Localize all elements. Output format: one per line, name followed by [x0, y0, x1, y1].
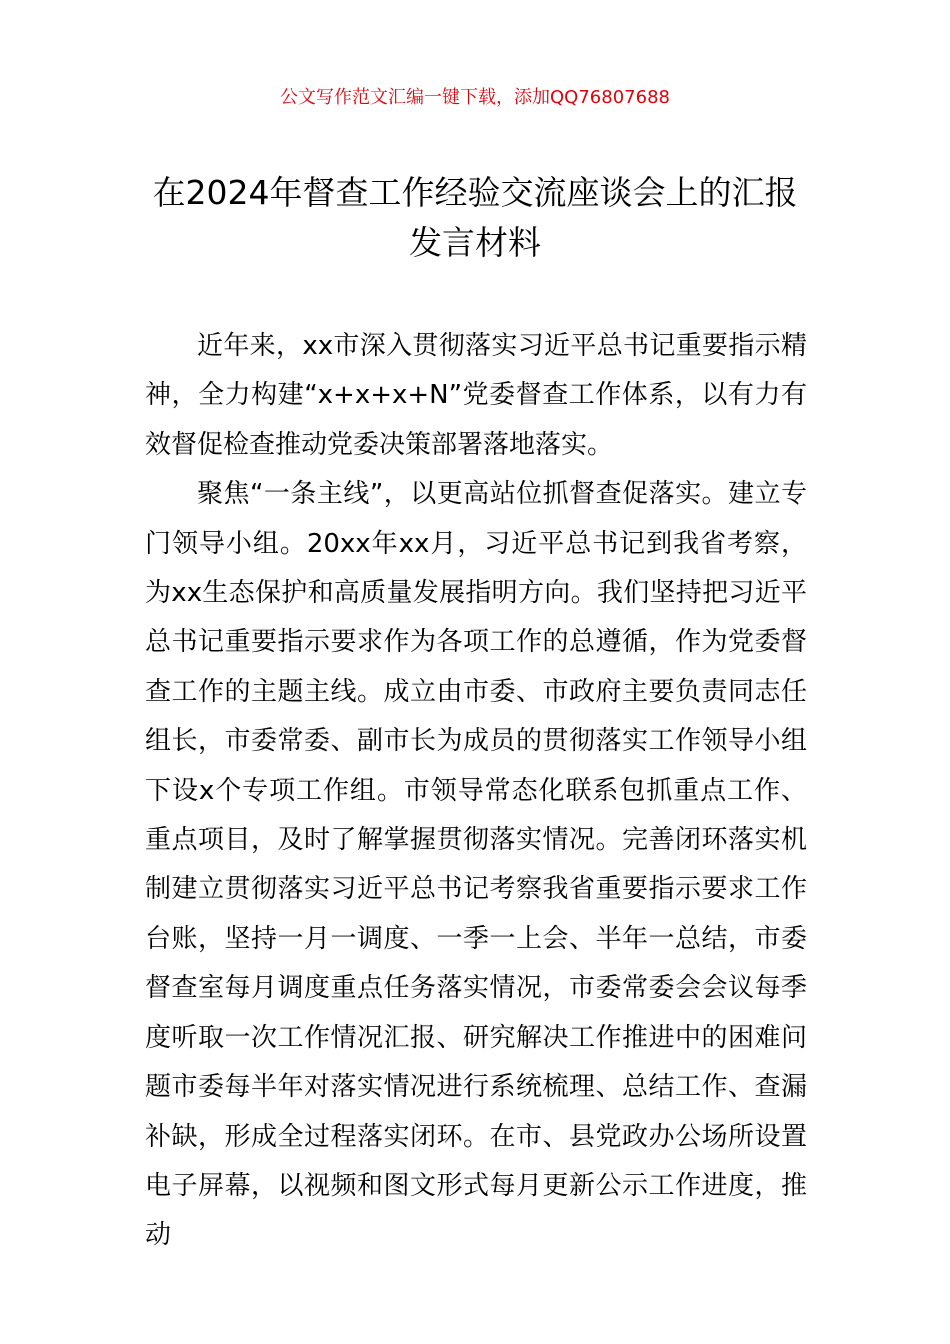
body-paragraph: 近年来，xx市深入贯彻落实习近平总书记重要指示精神，全力构建“x+x+x+N”党委督查工作体系，以有力有效督促检查推动党委决策部署落地落实。 [145, 331, 807, 460]
body-paragraph: 聚焦“一条主线”，以更高站位抓督查促落实。建立专门领导小组。20xx年xx月，习近平总书记到我省考察，为xx生态保护和高质量发展指明方向。我们坚持把习近平总书记重要指示要求作为各项工作的总遵循，作为党委督查工作的主题主线。成立由市委、市政府主要负责同志任组长，市委常委、副市长为成员的贯彻落实工作领导小组下设x个专项工作组。市领导常态化联系包抓重点工作、重点项目，及时了解掌握贯彻落实情况。完善闭环落实机制建立贯彻落实习近平总书记考察我省重要指示要求工作台账，坚持一月一调度、一季一上会、半年一总结，市委督查室每月调度重点任务落实情况，市委常委会会议每季度听取一次工作情况汇报、研究解决工作推进中的困难问题市委每半年对落实情况进行系统梳理、总结工作、查漏补缺，形成全过程落实闭环。在市、县党政办公场所设置电子屏幕，以视频和图文形式每月更新公示工作进度，推动 [145, 479, 807, 1251]
promo-header-text: 公文写作范文汇编一键下载，添加QQ76807688 [280, 87, 670, 108]
document-body [145, 322, 807, 1261]
document-title: 在2024年督查工作经验交流座谈会上的汇报发言材料 [152, 173, 798, 262]
